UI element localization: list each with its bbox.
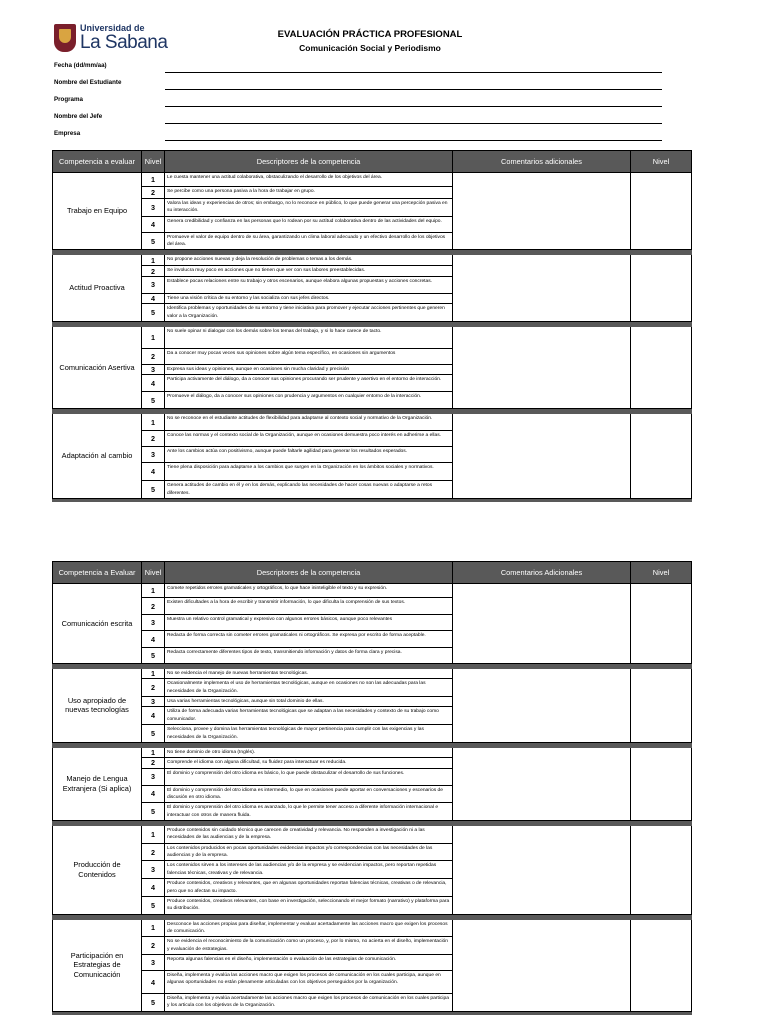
level-number: 2 — [142, 598, 165, 615]
level-number: 3 — [142, 955, 165, 971]
info-field-row — [54, 127, 662, 144]
level-number: 5 — [142, 725, 165, 743]
level-descriptor: Establece pocas relaciones entre su trabajo y otros escenarios, aunque elabora algunas propuestas y acciones concretas. — [165, 276, 453, 293]
level-number: 4 — [142, 707, 165, 725]
level-descriptor: Existen dificultades a la hora de escribir y transmitir información, lo que dificulta la comprensión de sus textos. — [165, 598, 453, 615]
level-descriptor: Tiene una visión crítica de su entorno y las socializa con sus jefes directos. — [165, 293, 453, 303]
level-descriptor: Se percibe como una persona pasiva a la hora de trabajar en grupo. — [165, 187, 453, 199]
level-number: 4 — [142, 293, 165, 303]
level-number: 5 — [142, 803, 165, 821]
logo-big-text: La Sabana — [80, 32, 168, 53]
level-number: 3 — [142, 861, 165, 879]
competency-name: Adaptación al cambio — [53, 414, 142, 499]
comments-column-header: Comentarios adicionales — [453, 151, 631, 173]
level-number: 2 — [142, 937, 165, 955]
info-field-input-line[interactable] — [165, 106, 662, 107]
info-field-label: Nombre del Estudiante — [54, 79, 122, 86]
level-descriptor: Utiliza de forma adecuada varias herramientas tecnológicas que se adaptan a las necesidades y contexto de su trabajo como comunicador. — [165, 707, 453, 725]
level-descriptor: Produce contenidos, creativos relevantes, con base en investigación, seleccionando el mejor formato (narrativo) y plataforma para su distribución. — [165, 896, 453, 914]
level-row — [53, 173, 692, 187]
level-number: 3 — [142, 199, 165, 217]
level-number: 2 — [142, 843, 165, 861]
level-column-header: Nivel — [142, 562, 165, 584]
level-number: 5 — [142, 392, 165, 409]
comments-column-header: Comentarios Adicionales — [453, 562, 631, 584]
comments-cell[interactable] — [453, 584, 631, 664]
level-descriptor: Expresa sus ideas y opiniones, aunque en ocasiones sin mucha claridad y precisión — [165, 364, 453, 374]
level-score-cell[interactable] — [631, 255, 692, 321]
level-number: 4 — [142, 375, 165, 392]
descriptors-column-header: Descriptores de la competencia — [165, 562, 453, 584]
level-descriptor: No se evidencia el manejo de nuevas herramientas tecnológicas. — [165, 669, 453, 679]
level-number: 1 — [142, 173, 165, 187]
level-number: 1 — [142, 747, 165, 757]
level-number: 3 — [142, 697, 165, 707]
table-header-row — [53, 562, 692, 584]
comments-cell[interactable] — [453, 747, 631, 820]
level-score-cell[interactable] — [631, 919, 692, 1011]
level-descriptor: Reporta algunas falencias en el diseño, implementación o evaluación de las estrategias de comunicación. — [165, 955, 453, 971]
level-descriptor: Conoce las normas y el contexto social de la Organización, aunque en ocasiones demuestra poco interés en adherirse a ellas. — [165, 431, 453, 447]
level-descriptor: Identifica problemas y oportunidades de su entorno y tiene iniciativa para promover y ejecutar acciones pertinentes que generen valor a la Organización. — [165, 304, 453, 322]
level-score-cell[interactable] — [631, 584, 692, 664]
competency-name: Trabajo en Equipo — [53, 173, 142, 250]
level-descriptor: Se involucra muy poco en acciones que no tienen que ver con sus labores preestablecidas. — [165, 266, 453, 276]
competency-name: Producción de Contenidos — [53, 826, 142, 915]
level-number: 5 — [142, 232, 165, 250]
level-score-cell[interactable] — [631, 747, 692, 820]
level-score-column-header: Nivel — [631, 151, 692, 173]
document-subtitle: Comunicación Social y Periodismo — [299, 43, 441, 53]
level-descriptor: Produce contenidos sin cuidado técnico que carecen de creatividad y relevancia. No responden a investigación ni a las necesidades de las audiencias y de la empresa. — [165, 826, 453, 844]
level-descriptor: Ocasionalmente implementa el uso de herramientas tecnológicas, aunque en ocasiones no son las adecuadas para las necesidades de la Organización. — [165, 679, 453, 697]
university-logo — [54, 24, 167, 52]
level-number: 2 — [142, 348, 165, 364]
level-descriptor: Genera credibilidad y confianza en las personas que lo rodean por su actitud colaborativa dentro de las actividades del equipo. — [165, 216, 453, 232]
level-descriptor: Da a conocer muy pocas veces sus opiniones sobre algún tema específico, en ocasiones sin argumentos — [165, 348, 453, 364]
level-row — [53, 326, 692, 348]
level-row — [53, 826, 692, 844]
competency-name: Uso apropiado de nuevas tecnologías — [53, 669, 142, 743]
level-descriptor: Tiene plena disposición para adaptarse a los cambios que surgen en la Organización en los ámbitos sociales y normativos. — [165, 463, 453, 481]
info-field-label: Programa — [54, 96, 83, 103]
competency-name: Comunicación Asertiva — [53, 326, 142, 408]
level-descriptor: El dominio y comprensión del otro idioma es avanzado, lo que le permite tener acceso a diferente información internacional e interactuar con otros de manera fluida. — [165, 803, 453, 821]
level-score-cell[interactable] — [631, 326, 692, 408]
level-number: 1 — [142, 826, 165, 844]
info-field-row — [54, 93, 662, 110]
competency-name: Manejo de Lengua Extranjera (Si aplica) — [53, 747, 142, 820]
level-number: 1 — [142, 255, 165, 266]
level-descriptor: Desconoce las acciones propias para diseñar, implementar y evaluar acertadamente las acciones macro que exigen los procesos de comunicación. — [165, 919, 453, 937]
level-descriptor: No tiene dominio de otro idioma (Inglés). — [165, 747, 453, 757]
level-descriptor: Genera actitudes de cambio en él y en los demás, explicando las necesidades de hacer cosas nuevas o adaptarse a retos diferentes. — [165, 481, 453, 499]
level-descriptor: El dominio y comprensión del otro idioma es básico, lo que puede obstaculizar el desarrollo de sus funciones. — [165, 768, 453, 785]
level-number: 1 — [142, 669, 165, 679]
level-descriptor: Redacta correctamente diferentes tipos de texto, transmitiendo información y datos de forma clara y precisa. — [165, 648, 453, 664]
competency-column-header: Competencia a evaluar — [53, 151, 142, 173]
info-field-input-line[interactable] — [165, 123, 662, 124]
level-descriptor: El dominio y comprensión del otro idioma es intermedio, lo que en ocasiones puede aportar en conversaciones y escenarios de discusión en otro idioma. — [165, 785, 453, 803]
level-descriptor: Ante los cambios actúa con positivismo, aunque puede faltarle agilidad para generar los resultados esperados. — [165, 447, 453, 463]
level-number: 5 — [142, 648, 165, 664]
level-number: 3 — [142, 615, 165, 631]
level-score-column-header: Nivel — [631, 562, 692, 584]
info-field-label: Empresa — [54, 130, 81, 137]
level-number: 2 — [142, 431, 165, 447]
comments-cell[interactable] — [453, 414, 631, 499]
info-field-label: Nombre del Jefe — [54, 113, 103, 120]
level-score-cell[interactable] — [631, 414, 692, 499]
level-descriptor: Comete repetidos errores gramaticales y ortográficos, lo que hace ininteligible el texto y su expresión. — [165, 584, 453, 598]
level-score-cell[interactable] — [631, 669, 692, 743]
competency-name: Comunicación escrita — [53, 584, 142, 664]
level-descriptor: No suele opinar ni dialogar con los demás sobre los temas del trabajo, y si lo hace carece de tacto. — [165, 326, 453, 348]
competency-name: Actitud Proactiva — [53, 255, 142, 321]
level-column-header: Nivel — [142, 151, 165, 173]
level-number: 5 — [142, 896, 165, 914]
level-descriptor: Selecciona, provee y domina las herramientas tecnológicas de mayor pertinencia para cumplir con las exigencias y las necesidades de la Organización. — [165, 725, 453, 743]
level-number: 3 — [142, 447, 165, 463]
separator-cell — [53, 1011, 692, 1014]
separator-cell — [53, 499, 692, 502]
evaluation-table — [52, 150, 692, 502]
level-descriptor: Le cuesta mantener una actitud colaborativa, obstaculizando el desarrollo de los objetivos del área. — [165, 173, 453, 187]
level-row — [53, 919, 692, 937]
level-descriptor: Diseña, implementa y evalúa acertadamente las acciones macro que exigen los procesos de comunicación en los cuales participa y los articula con los objetivos de la Organización. — [165, 994, 453, 1012]
info-field-row — [54, 59, 662, 76]
logo-text — [80, 24, 167, 52]
comments-cell[interactable] — [453, 255, 631, 321]
level-row — [53, 584, 692, 598]
section-separator — [53, 1011, 692, 1014]
competency-column-header: Competencia a Evaluar — [53, 562, 142, 584]
comments-cell[interactable] — [453, 919, 631, 1011]
level-score-cell[interactable] — [631, 826, 692, 915]
level-number: 4 — [142, 631, 165, 648]
level-number: 3 — [142, 768, 165, 785]
level-number: 1 — [142, 584, 165, 598]
level-number: 4 — [142, 971, 165, 994]
level-descriptor: Redacta de forma correcta sin cometer errores gramaticales ni ortográficos. Se expresa por escrito de forma aceptable. — [165, 631, 453, 648]
level-number: 4 — [142, 216, 165, 232]
level-number: 4 — [142, 463, 165, 481]
level-descriptor: Promueve el valor de equipo dentro de su área, garantizando un clima laboral adecuado y un efectivo desarrollo de los objetivos del área. — [165, 232, 453, 250]
info-field-row — [54, 76, 662, 93]
level-row — [53, 414, 692, 431]
level-number: 3 — [142, 276, 165, 293]
info-field-input-line[interactable] — [165, 140, 662, 141]
level-descriptor: No propone acciones nuevas y deja la resolución de problemas o temas a los demás. — [165, 255, 453, 266]
descriptors-column-header: Descriptores de la competencia — [165, 151, 453, 173]
level-descriptor: Los contenidos sirven a los intereses de las audiencias y/o de la empresa y se evidencian impactos, pero reportan repetidas falencias técnicas, creativas y de relevancia. — [165, 861, 453, 879]
level-number: 5 — [142, 304, 165, 322]
comments-cell[interactable] — [453, 173, 631, 250]
level-descriptor: Comprende el idioma con alguna dificultad, su fluidez para interactuar es reducida. — [165, 758, 453, 768]
level-number: 5 — [142, 481, 165, 499]
level-descriptor: No se evidencia el reconocimiento de la comunicación como un proceso, y, por lo mismo, no acierta en el diseño, implementación y evaluación de estrategias. — [165, 937, 453, 955]
info-field-input-line[interactable] — [165, 89, 662, 90]
level-descriptor: Promueve el diálogo, da a conocer sus opiniones con prudencia y argumentos en cualquier entorno de la interacción. — [165, 392, 453, 409]
level-descriptor: Los contenidos producidos en pocas oportunidades evidencian impactos y/o correspondencias con las necesidades de las audiencias y de la empresa. — [165, 843, 453, 861]
level-descriptor: Participa activamente del diálogo, da a conocer sus opiniones procurando ser prudente y asertivo en el entorno de interacción. — [165, 375, 453, 392]
level-number: 1 — [142, 919, 165, 937]
level-number: 2 — [142, 187, 165, 199]
level-descriptor: No se reconoce en el estudiante actitudes de flexibilidad para adaptarse al contexto social y normativo de la Organización. — [165, 414, 453, 431]
info-field-input-line[interactable] — [165, 72, 662, 73]
level-row — [53, 747, 692, 757]
logo-small-text: Universidad de — [80, 23, 145, 33]
level-row — [53, 255, 692, 266]
level-number: 2 — [142, 758, 165, 768]
level-descriptor: Usa varias herramientas tecnológicas, aunque sin total dominio de ellas. — [165, 697, 453, 707]
info-field-label: Fecha (dd/mm/aa) — [54, 62, 107, 69]
level-descriptor: Valora las ideas y experiencias de otros; sin embargo, no lo reconoce en público, lo que puede generar una percepción pasiva en su interacción. — [165, 199, 453, 217]
table-header-row — [53, 151, 692, 173]
level-descriptor: Diseña, implementa y evalúa las acciones macro que exigen los procesos de comunicación en los cuales participa, aunque en algunas oportunidades no están plenamente articuladas con los objetivos perseguidos por la organización. — [165, 971, 453, 994]
competency-name: Participación en Estrategias de Comunicación — [53, 919, 142, 1011]
level-number: 3 — [142, 364, 165, 374]
document-title: EVALUACIÓN PRÁCTICA PROFESIONAL — [277, 29, 463, 40]
level-row — [53, 669, 692, 679]
level-number: 2 — [142, 266, 165, 276]
level-descriptor: Muestra un relativo control gramatical y expresivo con algunos errores básicos, aunque poco relevantes — [165, 615, 453, 631]
level-descriptor: Produce contenidos, creativos y relevantes, que en algunas oportunidades reportan falencias técnicas, creativas o de relevancia, pero que no afectan su impacto. — [165, 879, 453, 897]
level-number: 1 — [142, 414, 165, 431]
level-number: 2 — [142, 679, 165, 697]
level-number: 4 — [142, 879, 165, 897]
comments-cell[interactable] — [453, 326, 631, 408]
level-number: 5 — [142, 994, 165, 1012]
comments-cell[interactable] — [453, 826, 631, 915]
level-score-cell[interactable] — [631, 173, 692, 250]
evaluation-table — [52, 561, 692, 1015]
level-number: 1 — [142, 326, 165, 348]
university-crest-icon — [54, 24, 76, 52]
comments-cell[interactable] — [453, 669, 631, 743]
info-field-row — [54, 110, 662, 127]
level-number: 4 — [142, 785, 165, 803]
section-separator — [53, 499, 692, 502]
